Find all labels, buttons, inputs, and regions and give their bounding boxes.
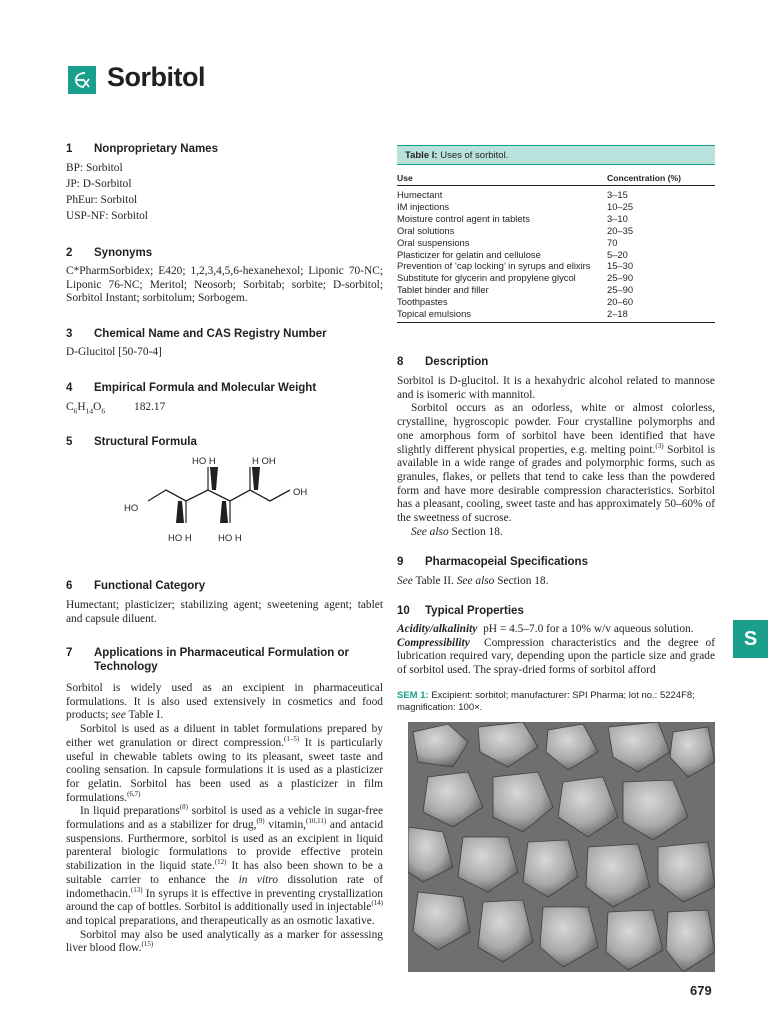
table-cell-use: Topical emulsions (397, 308, 471, 319)
empirical-formula: $C_6H_{14}O_6$ (66, 401, 106, 416)
table-cell-concentration: 10–25 (607, 200, 634, 212)
table-cell-concentration: 70 (607, 236, 618, 248)
name-pheur: PhEur: Sorbitol (66, 194, 138, 206)
page-number: 679 (690, 983, 712, 998)
table-row (397, 201, 715, 213)
col-use: Use (397, 173, 413, 183)
description-text: Sorbitol is D-glucitol. It is a hexahydric alcohol related to mannose and is isomeric with mannitol. Sorbitol occurs as an odorless, white or almost colorless, crystalline, hygroscopic powder. Four crystalline polymorphs and one amorphous form of sorbitol have been identified that have slightly different physical properties, e.g. melting point.$^{(3)}$ Sorbitol is available in a wide range of grades and polymorphic forms, such as granules, flakes, or pellets that tend to cake less than the powdered form and have more desirable compression characteristics. Sorbitol has a pleasant, cooling, sweet taste and has approximately 50–60% of the sweetness of sucrose. See also Section 18. (397, 375, 715, 538)
table-cell-use: IM injections (397, 200, 450, 212)
table-cell-use: Moisture control agent in tablets (397, 212, 530, 224)
section-9-heading: 9 Pharmacopeial Specifications (397, 556, 588, 568)
table-cell-use: Prevention of ‘cap locking’ in syrups and elixirs (397, 260, 591, 272)
table-cell-concentration: 25–90 (607, 272, 634, 284)
table-row (397, 237, 715, 249)
label-oh-right: OH (293, 487, 308, 498)
table-row (397, 249, 715, 261)
micrograph-image (408, 722, 715, 972)
table-cell-concentration: 15–30 (607, 260, 634, 272)
name-bp: BP: Sorbitol (66, 162, 123, 174)
table-cell-concentration: 20–35 (607, 224, 634, 236)
table-cell-use: Substitute for glycerin and propylene glycol (397, 272, 576, 284)
table-row (397, 308, 715, 320)
label-ho-left: HO (124, 503, 139, 514)
section-1-heading: 1 Nonproprietary Names (66, 143, 218, 155)
functional-category-text: Humectant; plasticizer; stabilizing agent; sweetening agent; tablet and capsule diluent. (66, 599, 383, 625)
section-7-heading-cont: Technology (94, 661, 158, 673)
table-cell-concentration: 3–10 (607, 212, 628, 224)
sem-micrograph (408, 722, 715, 972)
table-row (397, 213, 715, 225)
table-row (397, 296, 715, 308)
label-ho-h-top: HO H (192, 456, 216, 467)
table-cell-concentration: 2–18 (607, 308, 628, 319)
sem-caption: SEM 1: Excipient: sorbitol; manufacturer: SPI Pharma; lot no.: 5224F8; magnification: 100×. (397, 690, 695, 713)
table-cell-use: Oral solutions (397, 224, 455, 236)
structural-formula (118, 453, 348, 548)
section-7-heading: 7 Applications in Pharmaceutical Formulation or (66, 647, 349, 659)
table-cell-concentration: 5–20 (607, 248, 628, 260)
pharmacopeial-text: See Table II. See also Section 18. (397, 575, 549, 587)
table-cell-use: Humectant (397, 189, 443, 200)
section-6-heading: 6 Functional Category (66, 580, 206, 592)
table-row (397, 284, 715, 296)
table-row (397, 272, 715, 284)
section-10-heading: 10 Typical Properties (397, 605, 524, 617)
table-cell-use: Oral suspensions (397, 236, 470, 248)
molecular-weight: 182.17 (134, 401, 166, 413)
table-row (397, 189, 715, 201)
table-caption: Table I: Uses of sorbitol. (397, 145, 715, 165)
table-header (397, 170, 715, 186)
monograph-logo (68, 66, 96, 94)
section-4-heading: 4 Empirical Formula and Molecular Weight (66, 382, 317, 394)
table-row (397, 260, 715, 272)
label-ho-h-bottom-2: HO H (218, 533, 242, 544)
table-row (397, 225, 715, 237)
section-5-heading: 5 Structural Formula (66, 436, 197, 448)
table-bottom-rule (397, 322, 715, 323)
section-2-heading: 2 Synonyms (66, 247, 153, 259)
label-h-oh-top: H OH (252, 456, 276, 467)
page-title: Sorbitol (107, 62, 205, 92)
section-tab-s: S (733, 620, 768, 658)
table-cell-use: Toothpastes (397, 296, 448, 308)
applications-text: Sorbitol is widely used as an excipient in pharmaceutical formulations. It is also used extensively in cosmetics and food products; see Table I. Sorbitol is used as a diluent in tablet formulations prepared by either wet granulation or direct compression.$^{(1-5)}$ It is particularly useful in chewable tablets owing to its pleasant, sweet taste and cooling sensation. In capsule formulations it is used as a plasticizer for gelatin. Sorbitol has been used as a plasticizer in film formulations.$^{(6,7)}$ In liquid preparations$^{(8)}$ sorbitol is used as a vehicle in sugar-free formulations and as a stabilizer for drug,$^{(9)}$ vitamin,$^{(10,11)}$ and antacid suspensions. Furthermore, sorbitol is used as an excipient in liquid parenteral biologic formulations to provide effective protein stabilization in the liquid state.$^{(12)}$ It has also been shown to be a suitable carrier to enhance the in vitro dissolution rate of indomethacin.$^{(13)}$ In syrups it is effective in preventing crystallization around the cap of bottles. Sorbitol is additionally used in injectable$^{(14)}$ and topical preparations, and therapeutically as an osmotic laxative. Sorbitol may also be used analytically as a marker for assessing liver blood flow.$^{(15)}$ (66, 682, 384, 955)
table-cell-concentration: 20–60 (607, 296, 634, 308)
section-3-heading: 3 Chemical Name and CAS Registry Number (66, 328, 327, 340)
table-cell-concentration: 25–90 (607, 284, 634, 296)
section-8-heading: 8 Description (397, 356, 489, 368)
label-ho-h-bottom-1: HO H (168, 533, 192, 544)
typical-properties-text: Acidity/alkalinity pH = 4.5–7.0 for a 10% w/v aqueous solution. Compressibility Compression characteristics and the degree of lubrication required vary, depending upon the particle size and grade of sorbitol used. The spray-dried forms of sorbitol afford (397, 623, 715, 677)
ex-logo-icon (68, 66, 96, 94)
col-concentration: Concentration (%) (607, 173, 681, 183)
name-jp: JP: D-Sorbitol (66, 178, 132, 190)
name-usp: USP-NF: Sorbitol (66, 210, 148, 222)
synonyms-text: C*PharmSorbidex; E420; 1,2,3,4,5,6-hexanehexol; Liponic 70-NC; Liponic 76-NC; Meritol; Neosorb; Sorbitab; sorbite; D-sorbitol; Sorbitol Instant; sorbitolum; Sorbogem. (66, 265, 383, 305)
table-cell-use: Tablet binder and filler (397, 284, 489, 296)
table-cell-use: Plasticizer for gelatin and cellulose (397, 248, 541, 260)
table-cell-concentration: 3–15 (607, 189, 628, 200)
chemical-name: D-Glucitol [50-70-4] (66, 346, 162, 358)
